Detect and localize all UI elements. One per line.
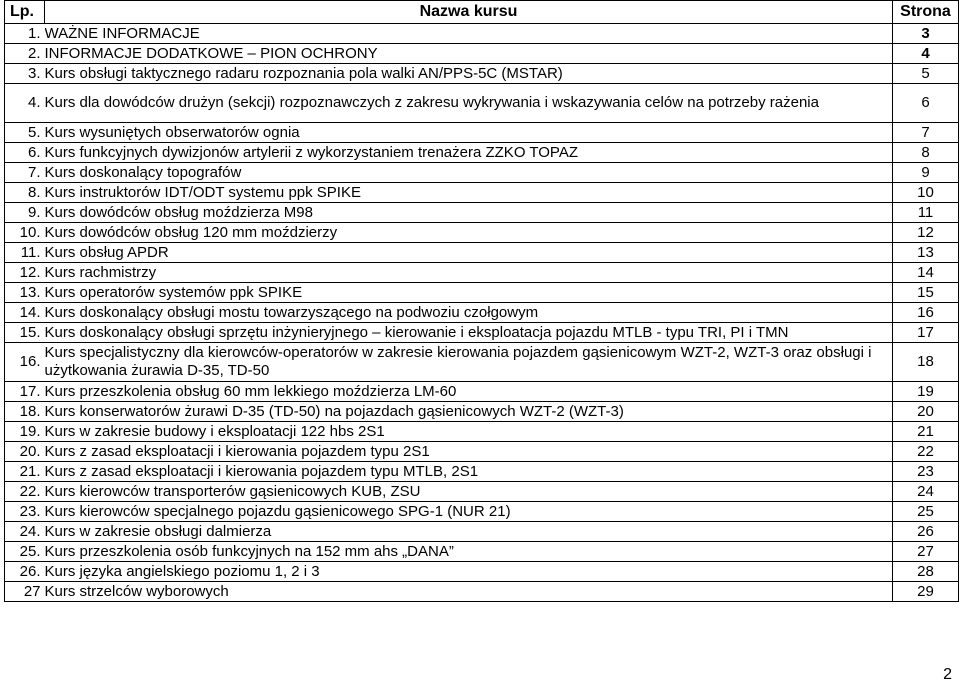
row-lp: 7. [5,163,45,183]
row-course-name: Kurs doskonalący obsługi sprzętu inżynieryjnego – kierowanie i eksploatacja pojazdu MTLB - typu TRI, PI i TMN [45,323,893,343]
header-course-name: Nazwa kursu [45,1,893,24]
row-lp: 4. [5,84,45,123]
row-page: 4 [893,44,959,64]
row-course-name: Kurs przeszkolenia osób funkcyjnych na 152 mm ahs „DANA” [45,542,893,562]
table-row [5,243,959,263]
table-row [5,84,959,123]
row-lp: 5. [5,123,45,143]
table-row [5,123,959,143]
row-course-name: Kurs operatorów systemów ppk SPIKE [45,283,893,303]
row-page: 21 [893,422,959,442]
table-of-contents [4,0,959,602]
table-row [5,44,959,64]
row-course-name: Kurs doskonalący topografów [45,163,893,183]
table-row [5,522,959,542]
row-lp: 12. [5,263,45,283]
row-lp: 8. [5,183,45,203]
table-row [5,502,959,522]
row-page: 18 [893,343,959,382]
row-page: 17 [893,323,959,343]
row-lp: 3. [5,64,45,84]
row-course-name: Kurs przeszkolenia obsług 60 mm lekkiego moździerza LM-60 [45,382,893,402]
table-row [5,24,959,44]
row-page: 20 [893,402,959,422]
table-row [5,183,959,203]
row-lp: 23. [5,502,45,522]
row-lp: 25. [5,542,45,562]
row-page: 12 [893,223,959,243]
row-page: 16 [893,303,959,323]
row-page: 26 [893,522,959,542]
row-page: 7 [893,123,959,143]
row-course-name: Kurs dowódców obsług 120 mm moździerzy [45,223,893,243]
table-body [5,24,959,602]
row-page: 23 [893,462,959,482]
table-row [5,542,959,562]
row-lp: 10. [5,223,45,243]
row-course-name: Kurs konserwatorów żurawi D-35 (TD-50) na pojazdach gąsienicowych WZT-2 (WZT-3) [45,402,893,422]
row-course-name: Kurs w zakresie budowy i eksploatacji 122 hbs 2S1 [45,422,893,442]
row-course-name: Kurs z zasad eksploatacji i kierowania pojazdem typu MTLB, 2S1 [45,462,893,482]
row-lp: 22. [5,482,45,502]
table-row [5,203,959,223]
row-course-name: Kurs dla dowódców drużyn (sekcji) rozpoznawczych z zakresu wykrywania i wskazywania celów na potrzeby rażenia [45,84,893,123]
row-page: 6 [893,84,959,123]
row-course-name: Kurs funkcyjnych dywizjonów artylerii z wykorzystaniem trenażera ZZKO TOPAZ [45,143,893,163]
row-lp: 27 [5,582,45,602]
row-course-name: Kurs specjalistyczny dla kierowców-operatorów w zakresie kierowania pojazdem gąsienicowym WZT-2, WZT-3 oraz obsługi i użytkowania żurawia D-35, TD-50 [45,343,893,382]
row-lp: 24. [5,522,45,542]
row-lp: 19. [5,422,45,442]
row-page: 15 [893,283,959,303]
row-course-name: Kurs w zakresie obsługi dalmierza [45,522,893,542]
row-lp: 18. [5,402,45,422]
row-page: 29 [893,582,959,602]
row-lp: 2. [5,44,45,64]
row-page: 14 [893,263,959,283]
row-lp: 16. [5,343,45,382]
row-page: 13 [893,243,959,263]
row-lp: 6. [5,143,45,163]
row-page: 8 [893,143,959,163]
row-course-name: INFORMACJE DODATKOWE – PION OCHRONY [45,44,893,64]
row-page: 11 [893,203,959,223]
table-row [5,482,959,502]
row-page: 5 [893,64,959,84]
row-lp: 14. [5,303,45,323]
row-page: 22 [893,442,959,462]
row-course-name: Kurs strzelców wyborowych [45,582,893,602]
row-page: 9 [893,163,959,183]
row-lp: 20. [5,442,45,462]
row-course-name: Kurs dowódców obsług moździerza M98 [45,203,893,223]
row-page: 28 [893,562,959,582]
row-lp: 21. [5,462,45,482]
table-row [5,382,959,402]
row-lp: 9. [5,203,45,223]
row-page: 25 [893,502,959,522]
table-row [5,402,959,422]
row-lp: 11. [5,243,45,263]
row-course-name: Kurs instruktorów IDT/ODT systemu ppk SPIKE [45,183,893,203]
row-page: 19 [893,382,959,402]
table-row [5,343,959,382]
table-row [5,323,959,343]
table-row [5,163,959,183]
table-row [5,303,959,323]
row-lp: 26. [5,562,45,582]
row-course-name: Kurs obsługi taktycznego radaru rozpoznania pola walki AN/PPS-5C (MSTAR) [45,64,893,84]
row-course-name: Kurs języka angielskiego poziomu 1, 2 i 3 [45,562,893,582]
row-page: 3 [893,24,959,44]
row-lp: 13. [5,283,45,303]
table-row [5,582,959,602]
row-course-name: Kurs rachmistrzy [45,263,893,283]
row-page: 27 [893,542,959,562]
row-lp: 15. [5,323,45,343]
row-page: 10 [893,183,959,203]
header-lp: Lp. [5,1,45,24]
row-course-name: Kurs obsług APDR [45,243,893,263]
row-lp: 17. [5,382,45,402]
row-course-name: Kurs kierowców specjalnego pojazdu gąsienicowego SPG-1 (NUR 21) [45,502,893,522]
table-row [5,64,959,84]
row-lp: 1. [5,24,45,44]
table-row [5,422,959,442]
table-row [5,223,959,243]
table-row [5,263,959,283]
row-course-name: Kurs wysuniętych obserwatorów ognia [45,123,893,143]
table-row [5,283,959,303]
header-row [5,1,959,24]
page-number: 2 [943,666,952,683]
table-row [5,562,959,582]
row-page: 24 [893,482,959,502]
row-course-name: WAŻNE INFORMACJE [45,24,893,44]
row-course-name: Kurs kierowców transporterów gąsienicowych KUB, ZSU [45,482,893,502]
header-page: Strona [893,1,959,24]
row-course-name: Kurs z zasad eksploatacji i kierowania pojazdem typu 2S1 [45,442,893,462]
row-course-name: Kurs doskonalący obsługi mostu towarzyszącego na podwoziu czołgowym [45,303,893,323]
table-row [5,462,959,482]
table-row [5,143,959,163]
table-row [5,442,959,462]
